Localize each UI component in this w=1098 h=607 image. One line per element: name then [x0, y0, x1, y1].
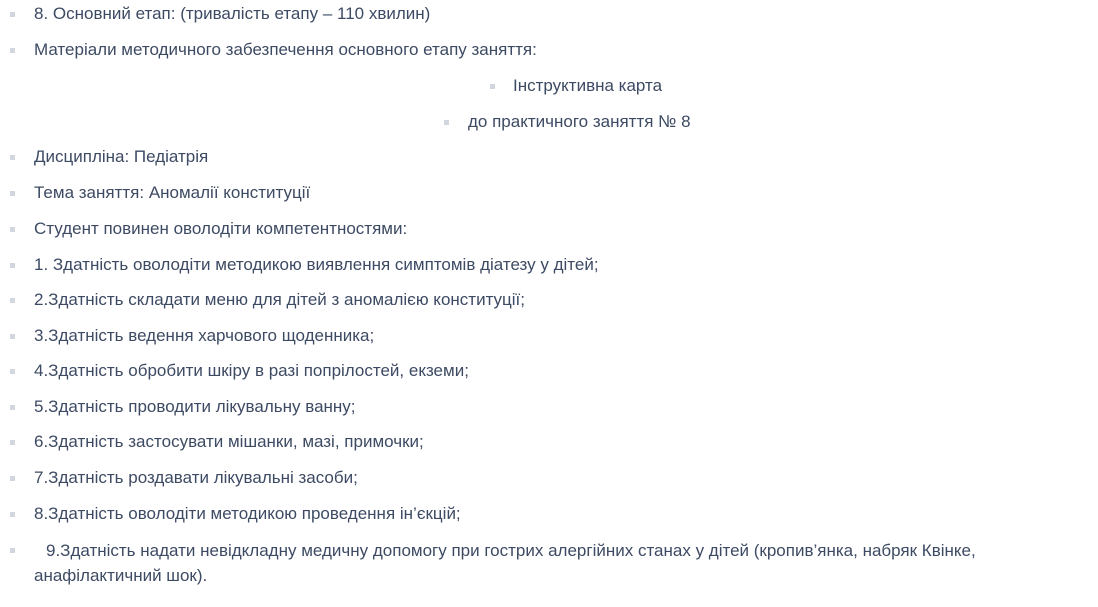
list-item: [0, 538, 1098, 588]
bullet-icon: [444, 120, 449, 125]
list-item: [0, 395, 1098, 419]
list-item: [0, 324, 1098, 348]
discipline-line: Дисципліна: Педіатрія: [34, 147, 209, 166]
list-item: [0, 288, 1098, 312]
competency-item: 2.Здатність складати меню для дітей з аномалією конституції;: [34, 290, 525, 309]
bullet-icon: [10, 155, 15, 160]
bullet-icon: [10, 512, 15, 517]
bullet-icon: [10, 263, 15, 268]
bullet-icon: [10, 191, 15, 196]
list-item: [0, 110, 1098, 134]
list-item: [0, 181, 1098, 205]
competency-item: 3.Здатність ведення харчового щоденника;: [34, 326, 375, 345]
bullet-icon: [10, 334, 15, 339]
bullet-icon: [10, 369, 15, 374]
competency-item: 1. Здатність оволодіти методикою виявлення симптомів діатезу у дітей;: [34, 255, 599, 274]
list-item: [0, 145, 1098, 169]
list-item: [0, 2, 1098, 26]
list-item: [0, 466, 1098, 490]
competency-item: 7.Здатність роздавати лікувальні засоби;: [34, 468, 358, 487]
materials-heading: Матеріали методичного забезпечення основного етапу заняття:: [34, 40, 537, 59]
bullet-icon: [10, 48, 15, 53]
competency-item: 6.Здатність застосувати мішанки, мазі, примочки;: [34, 432, 424, 451]
stage-heading: 8. Основний етап: (тривалість етапу – 110 хвилин): [34, 4, 431, 23]
bullet-icon: [10, 476, 15, 481]
bullet-icon: [490, 84, 495, 89]
card-title: Інструктивна карта: [513, 76, 663, 95]
list-item: [0, 502, 1098, 526]
list-item: [0, 74, 1098, 98]
bullet-icon: [10, 548, 15, 553]
bullet-icon: [10, 298, 15, 303]
list-item: [0, 359, 1098, 383]
bullet-icon: [10, 440, 15, 445]
bullet-icon: [10, 405, 15, 410]
bullet-icon: [10, 12, 15, 17]
list-item: [0, 253, 1098, 277]
competency-item: 9.Здатність надати невідкладну медичну допомогу при гострих алергійних станах у дітей (кропив’янка, набряк Квінке, анафілактичний шок).: [34, 541, 976, 585]
competency-item: 4.Здатність обробити шкіру в разі попрілостей, екземи;: [34, 361, 469, 380]
list-item: [0, 217, 1098, 241]
competencies-heading: Студент повинен оволодіти компетентностями:: [34, 219, 408, 238]
competency-item: 8.Здатність оволодіти методикою проведення ін’єкцій;: [34, 504, 461, 523]
list-item: [0, 430, 1098, 454]
topic-line: Тема заняття: Аномалії конституції: [34, 183, 311, 202]
list-item: [0, 38, 1098, 62]
bullet-icon: [10, 227, 15, 232]
card-subtitle: до практичного заняття № 8: [468, 112, 691, 131]
competency-item: 5.Здатність проводити лікувальну ванну;: [34, 397, 356, 416]
